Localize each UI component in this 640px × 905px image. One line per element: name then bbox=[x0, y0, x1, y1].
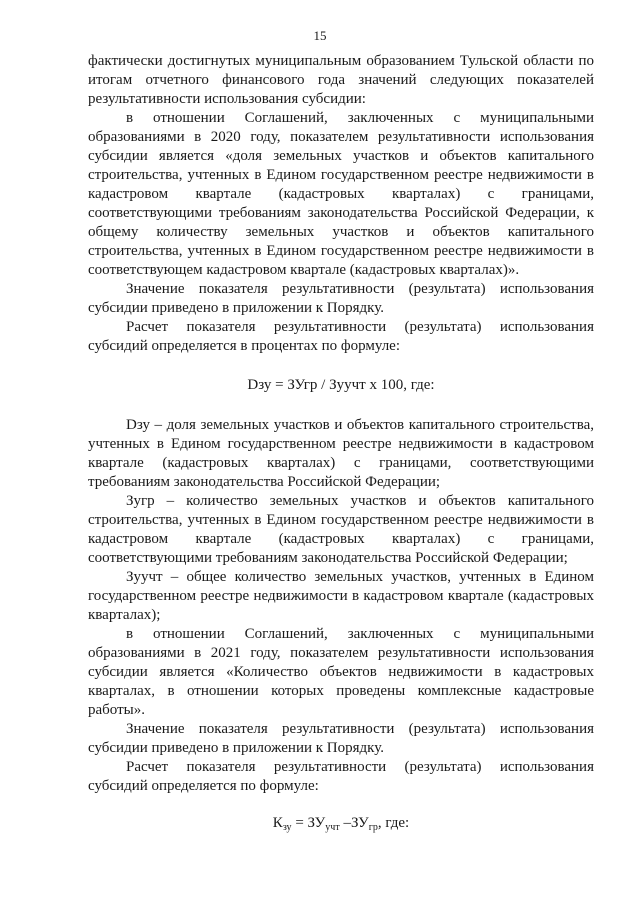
paragraph-2020-agreements: в отношении Соглашений, заключенных с муниципальными образованиями в 2020 году, показателем результативности использования субсидии является «доля земельных участков и объектов капитального строительства, учтенных в Едином государственном реестре недвижимости в кадастровом квартале (кадастровых кварталах) с границами, соответствующими требованиям законодательства Российской Федерации, к общему количеству земельных участков и объектов капитального строительства, учтенных в Едином государственном реестре недвижимости в соответствующем кадастровом квартале (кадастровых кварталах)». bbox=[88, 110, 594, 278]
page-number: 15 bbox=[313, 28, 327, 43]
definition-dzu: Dзу – доля земельных участков и объектов капитального строительства, учтенных в Едином государственном реестре недвижимости в кадастровом квартале (кадастровых кварталах) с границами, соответствующими требованиям законодательства Российской Федерации; bbox=[88, 417, 594, 490]
paragraph-value-reference: Значение показателя результативности (результата) использования субсидии приведено в приложении к Порядку. bbox=[88, 281, 594, 316]
definition-zuucht: Зуучт – общее количество земельных участков, учтенных в Едином государственном реестре недвижимости в кадастровом квартале (кадастровых кварталах); bbox=[88, 569, 594, 623]
paragraph-intro: фактически достигнутых муниципальным образованием Тульской области по итогам отчетного финансового года значений следующих показателей результативности использования субсидии: bbox=[88, 53, 594, 107]
formula-dzu: Dзу = ЗУгр / Зуучт х 100, где: bbox=[247, 377, 435, 393]
document-body bbox=[88, 52, 594, 837]
formula-kzu: $К_{зу} = ЗУ_{учт}$ $-ЗУ_{гр}$, где: bbox=[272, 815, 410, 833]
paragraph-value-reference-2: Значение показателя результативности (результата) использования субсидии приведено в приложении к Порядку. bbox=[88, 721, 594, 756]
definition-zugr: Зугр – количество земельных участков и объектов капитального строительства, учтенных в Едином государственном реестре недвижимости в кадастровом квартале (кадастровых кварталах) с границами, соответствующими требованиям законодательства Российской Федерации; bbox=[88, 493, 594, 566]
paragraph-calculation: Расчет показателя результативности (результата) использования субсидий определяется в процентах по формуле: bbox=[88, 319, 594, 354]
paragraph-2021-agreements: в отношении Соглашений, заключенных с муниципальными образованиями в 2021 году, показателем результативности использования субсидии является «Количество объектов недвижимости в кадастровых кварталах, в отношении которых проведены комплексные кадастровые работы». bbox=[88, 626, 594, 718]
paragraph-calculation-2: Расчет показателя результативности (результата) использования субсидий определяется по формуле: bbox=[88, 759, 594, 794]
